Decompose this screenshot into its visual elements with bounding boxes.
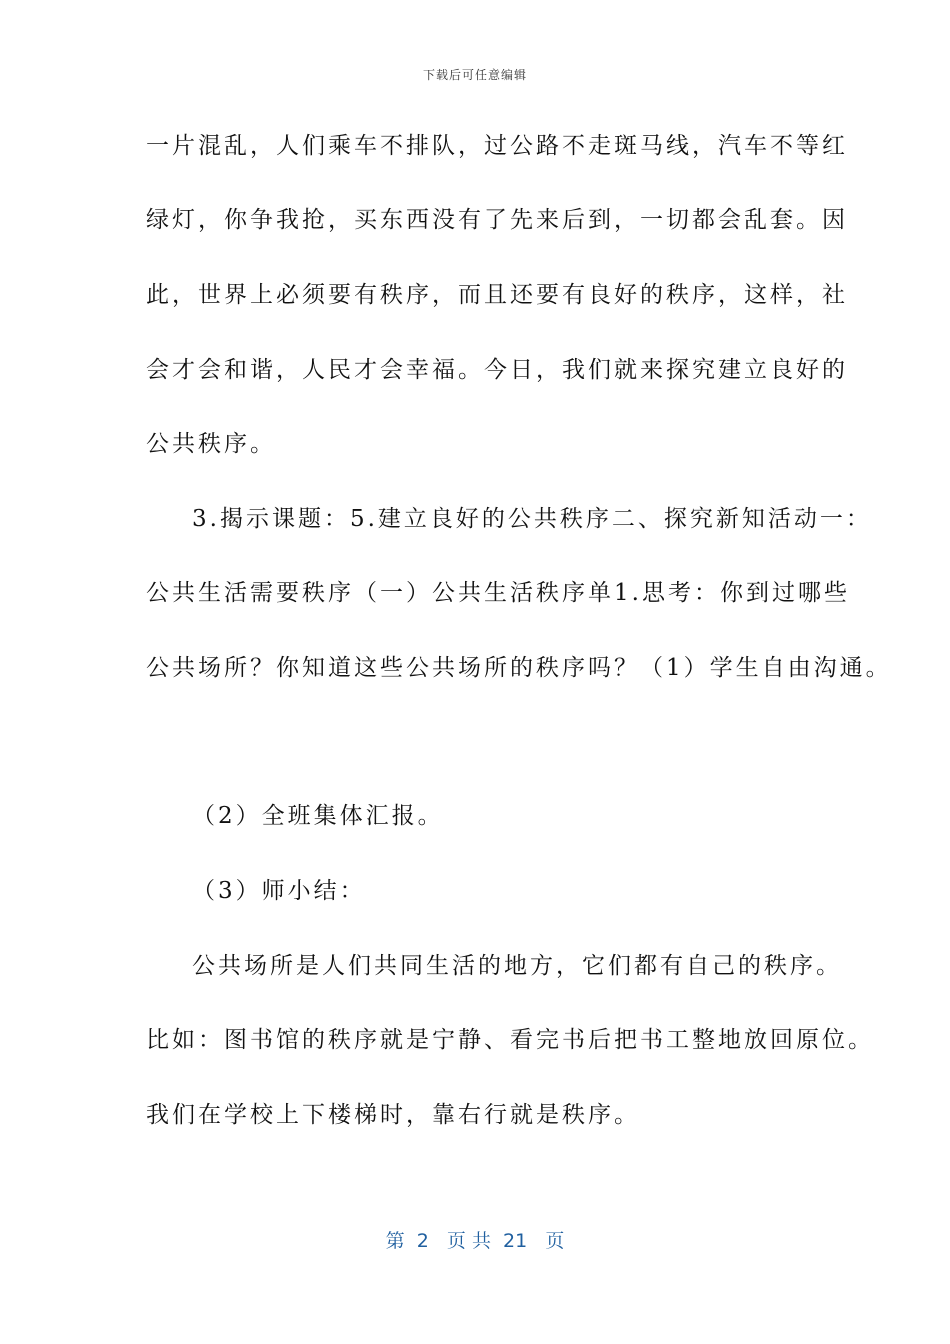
text-line: 公共场所是人们共同生活的地方，它们都有自己的秩序。 xyxy=(192,953,842,979)
text-line: 我们在学校上下楼梯时，靠右行就是秩序。 xyxy=(146,1102,640,1128)
text-line: （3）师小结： xyxy=(192,878,366,904)
text-line: 公共生活需要秩序（一）公共生活秩序单1.思考：你到过哪些 xyxy=(146,580,850,606)
page-header: 下载后可任意编辑 xyxy=(422,68,527,82)
page-footer: 第 2 页 共 21 页 xyxy=(385,1230,565,1252)
text-line: 比如：图书馆的秩序就是宁静、看完书后把书工整地放回原位。 xyxy=(146,1027,874,1053)
text-line: 公共场所？你知道这些公共场所的秩序吗？（1）学生自由沟通。 xyxy=(146,655,892,681)
text-line: 一片混乱，人们乘车不排队，过公路不走斑马线，汽车不等红 xyxy=(146,133,848,159)
text-line: 公共秩序。 xyxy=(146,431,276,457)
text-line: （2）全班集体汇报。 xyxy=(192,803,444,829)
text-line: 此，世界上必须要有秩序，而且还要有良好的秩序，这样，社 xyxy=(146,282,848,308)
text-line: 绿灯，你争我抢，买东西没有了先来后到，一切都会乱套。因 xyxy=(146,207,848,233)
text-line: 3.揭示课题：5.建立良好的公共秩序二、探究新知活动一： xyxy=(192,506,872,532)
text-line: 会才会和谐，人民才会幸福。今日，我们就来探究建立良好的 xyxy=(146,357,848,383)
